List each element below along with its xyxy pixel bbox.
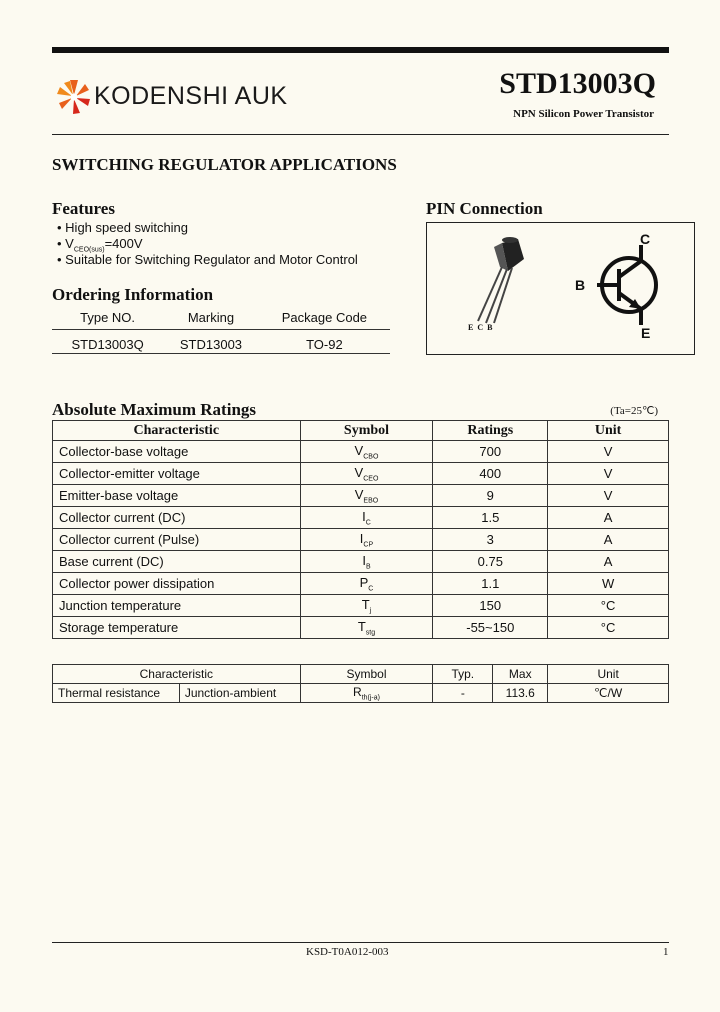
part-subtitle: NPN Silicon Power Transistor bbox=[513, 108, 654, 120]
feature-text: High speed switching bbox=[65, 220, 189, 235]
ratings-row bbox=[53, 441, 669, 463]
ratings-cell: W bbox=[548, 573, 669, 595]
ratings-symbol-cell bbox=[300, 529, 433, 551]
ratings-cell: Collector current (Pulse) bbox=[53, 529, 301, 551]
ratings-cell: Collector current (DC) bbox=[53, 507, 301, 529]
ratings-symbol: I bbox=[362, 552, 366, 568]
ratings-symbol-cell bbox=[300, 595, 433, 617]
to92-package-icon bbox=[462, 231, 542, 331]
ratings-symbol-subscript: B bbox=[365, 563, 371, 571]
thermal-cell: 113.6 bbox=[493, 684, 548, 703]
ratings-symbol-subscript: CBO bbox=[363, 453, 379, 461]
thermal-header-cell: Unit bbox=[548, 665, 669, 684]
ordering-table bbox=[52, 307, 390, 354]
ratings-symbol-cell bbox=[300, 551, 433, 573]
company-logo bbox=[56, 78, 92, 116]
ratings-cell: V bbox=[548, 463, 669, 485]
ratings-symbol: V bbox=[354, 442, 364, 458]
ratings-cell: 9 bbox=[433, 485, 548, 507]
ratings-header-cell: Symbol bbox=[300, 421, 433, 441]
ratings-cell: Emitter-base voltage bbox=[53, 485, 301, 507]
ratings-cell: 150 bbox=[433, 595, 548, 617]
ratings-cell: Collector power dissipation bbox=[53, 573, 301, 595]
ratings-symbol-cell bbox=[300, 617, 433, 639]
ordering-bottom-rule bbox=[52, 353, 390, 354]
ratings-symbol-subscript: CP bbox=[363, 541, 374, 549]
logo-burst-icon bbox=[56, 78, 92, 116]
ratings-cell: -55~150 bbox=[433, 617, 548, 639]
feature-item: • High speed switching bbox=[57, 220, 189, 235]
thermal-header-cell: Symbol bbox=[300, 665, 433, 684]
thermal-header-cell: Typ. bbox=[433, 665, 493, 684]
ratings-cell: A bbox=[548, 529, 669, 551]
ratings-header-row bbox=[53, 421, 669, 441]
thermal-cell: Thermal resistance bbox=[53, 684, 180, 703]
ratings-symbol: V bbox=[354, 464, 364, 480]
ratings-row bbox=[53, 617, 669, 639]
ratings-header-cell: Unit bbox=[548, 421, 669, 441]
ratings-symbol-cell bbox=[300, 507, 433, 529]
ratings-cell: Storage temperature bbox=[53, 617, 301, 639]
feature-item: • Suitable for Switching Regulator and Motor Control bbox=[57, 252, 358, 267]
ordering-header-cell: Marking bbox=[163, 307, 259, 330]
ratings-cell: V bbox=[548, 485, 669, 507]
ratings-cell: 400 bbox=[433, 463, 548, 485]
ratings-cell: V bbox=[548, 441, 669, 463]
ratings-cell: A bbox=[548, 551, 669, 573]
thermal-symbol-subscript: th(j-a) bbox=[361, 694, 380, 702]
ratings-symbol-subscript: C bbox=[368, 585, 374, 593]
pin-label-collector: C bbox=[640, 231, 651, 247]
ordering-cell: TO-92 bbox=[306, 336, 343, 352]
ratings-row bbox=[53, 485, 669, 507]
ratings-body bbox=[53, 441, 669, 639]
vceo-subscript: CEO(sus) bbox=[73, 246, 105, 254]
ordering-row bbox=[52, 330, 390, 355]
ratings-row bbox=[53, 507, 669, 529]
pin-label-base: B bbox=[575, 277, 586, 293]
thermal-header-cell: Characteristic bbox=[53, 665, 301, 684]
ratings-symbol: P bbox=[359, 574, 369, 590]
footer-page-number: 1 bbox=[663, 946, 669, 958]
thermal-cell: - bbox=[433, 684, 493, 703]
pin-label-emitter: E bbox=[641, 325, 651, 341]
ratings-row bbox=[53, 551, 669, 573]
ratings-symbol-cell bbox=[300, 485, 433, 507]
pin-title: PIN Connection bbox=[426, 199, 543, 218]
ratings-symbol-cell bbox=[300, 573, 433, 595]
ordering-title: Ordering Information bbox=[52, 285, 214, 304]
ratings-symbol: T bbox=[357, 618, 366, 634]
vceo-symbol: V bbox=[65, 236, 74, 251]
npn-transistor-symbol-icon bbox=[595, 243, 665, 343]
ratings-header-cell: Ratings bbox=[433, 421, 548, 441]
thermal-header-cell: Max bbox=[493, 665, 548, 684]
ordering-header-row bbox=[52, 307, 390, 330]
ratings-symbol: I bbox=[362, 508, 366, 524]
ratings-cell: Collector-base voltage bbox=[53, 441, 301, 463]
ratings-symbol-subscript: EBO bbox=[363, 497, 379, 505]
ratings-row bbox=[53, 595, 669, 617]
ordering-header-cell: Type NO. bbox=[52, 307, 163, 330]
ratings-cell: Collector-emitter voltage bbox=[53, 463, 301, 485]
ratings-row bbox=[53, 529, 669, 551]
ratings-symbol: I bbox=[359, 530, 364, 546]
feature-text: Suitable for Switching Regulator and Motor Control bbox=[65, 252, 358, 267]
thermal-cell: Junction-ambient bbox=[179, 684, 300, 703]
ratings-cell: Base current (DC) bbox=[53, 551, 301, 573]
ratings-symbol-subscript: CEO bbox=[363, 475, 379, 483]
thermal-symbol: R bbox=[353, 684, 362, 699]
header-rule bbox=[52, 134, 669, 135]
thermal-header-row bbox=[53, 665, 669, 684]
features-title: Features bbox=[52, 199, 115, 218]
thermal-row bbox=[53, 684, 669, 703]
ratings-row bbox=[53, 463, 669, 485]
ratings-symbol-subscript: C bbox=[365, 519, 371, 527]
footer-rule bbox=[52, 942, 669, 943]
ordering-header-cell: Package Code bbox=[259, 307, 390, 330]
thermal-table bbox=[52, 664, 669, 703]
package-pin-order: E C B bbox=[468, 323, 494, 332]
top-rule bbox=[52, 47, 669, 53]
ratings-symbol: T bbox=[361, 596, 370, 612]
pin-connection-box bbox=[426, 222, 695, 355]
thermal-symbol-cell bbox=[300, 684, 433, 703]
ratings-header-cell: Characteristic bbox=[53, 421, 301, 441]
ratings-cell: 700 bbox=[433, 441, 548, 463]
ratings-cell: Junction temperature bbox=[53, 595, 301, 617]
ratings-condition: (Ta=25℃) bbox=[610, 405, 658, 417]
ratings-cell: 0.75 bbox=[433, 551, 548, 573]
footer-doc-number: KSD-T0A012-003 bbox=[306, 946, 389, 958]
ratings-symbol: V bbox=[354, 486, 364, 502]
ratings-cell: °C bbox=[548, 617, 669, 639]
ratings-cell: A bbox=[548, 507, 669, 529]
ratings-row bbox=[53, 573, 669, 595]
ratings-title: Absolute Maximum Ratings bbox=[52, 400, 257, 419]
thermal-cell: ℃/W bbox=[548, 684, 669, 703]
ratings-cell: °C bbox=[548, 595, 669, 617]
ordering-cell: STD13003Q bbox=[71, 336, 144, 352]
part-number: STD13003Q bbox=[499, 67, 656, 100]
ratings-symbol-subscript: stg bbox=[365, 629, 376, 637]
ratings-symbol-cell bbox=[300, 441, 433, 463]
ratings-symbol-subscript: j bbox=[369, 607, 372, 615]
vceo-value: =400V bbox=[104, 236, 143, 251]
ratings-table bbox=[52, 420, 669, 639]
ordering-cell: STD13003 bbox=[179, 336, 243, 352]
company-name: KODENSHI AUK bbox=[94, 82, 288, 110]
ratings-cell: 1.1 bbox=[433, 573, 548, 595]
applications-title: SWITCHING REGULATOR APPLICATIONS bbox=[52, 155, 397, 174]
ratings-cell: 1.5 bbox=[433, 507, 548, 529]
ratings-symbol-cell bbox=[300, 463, 433, 485]
feature-item-vceo: • $V_{CEO(sus)}=400V$ bbox=[57, 236, 143, 254]
ratings-cell: 3 bbox=[433, 529, 548, 551]
